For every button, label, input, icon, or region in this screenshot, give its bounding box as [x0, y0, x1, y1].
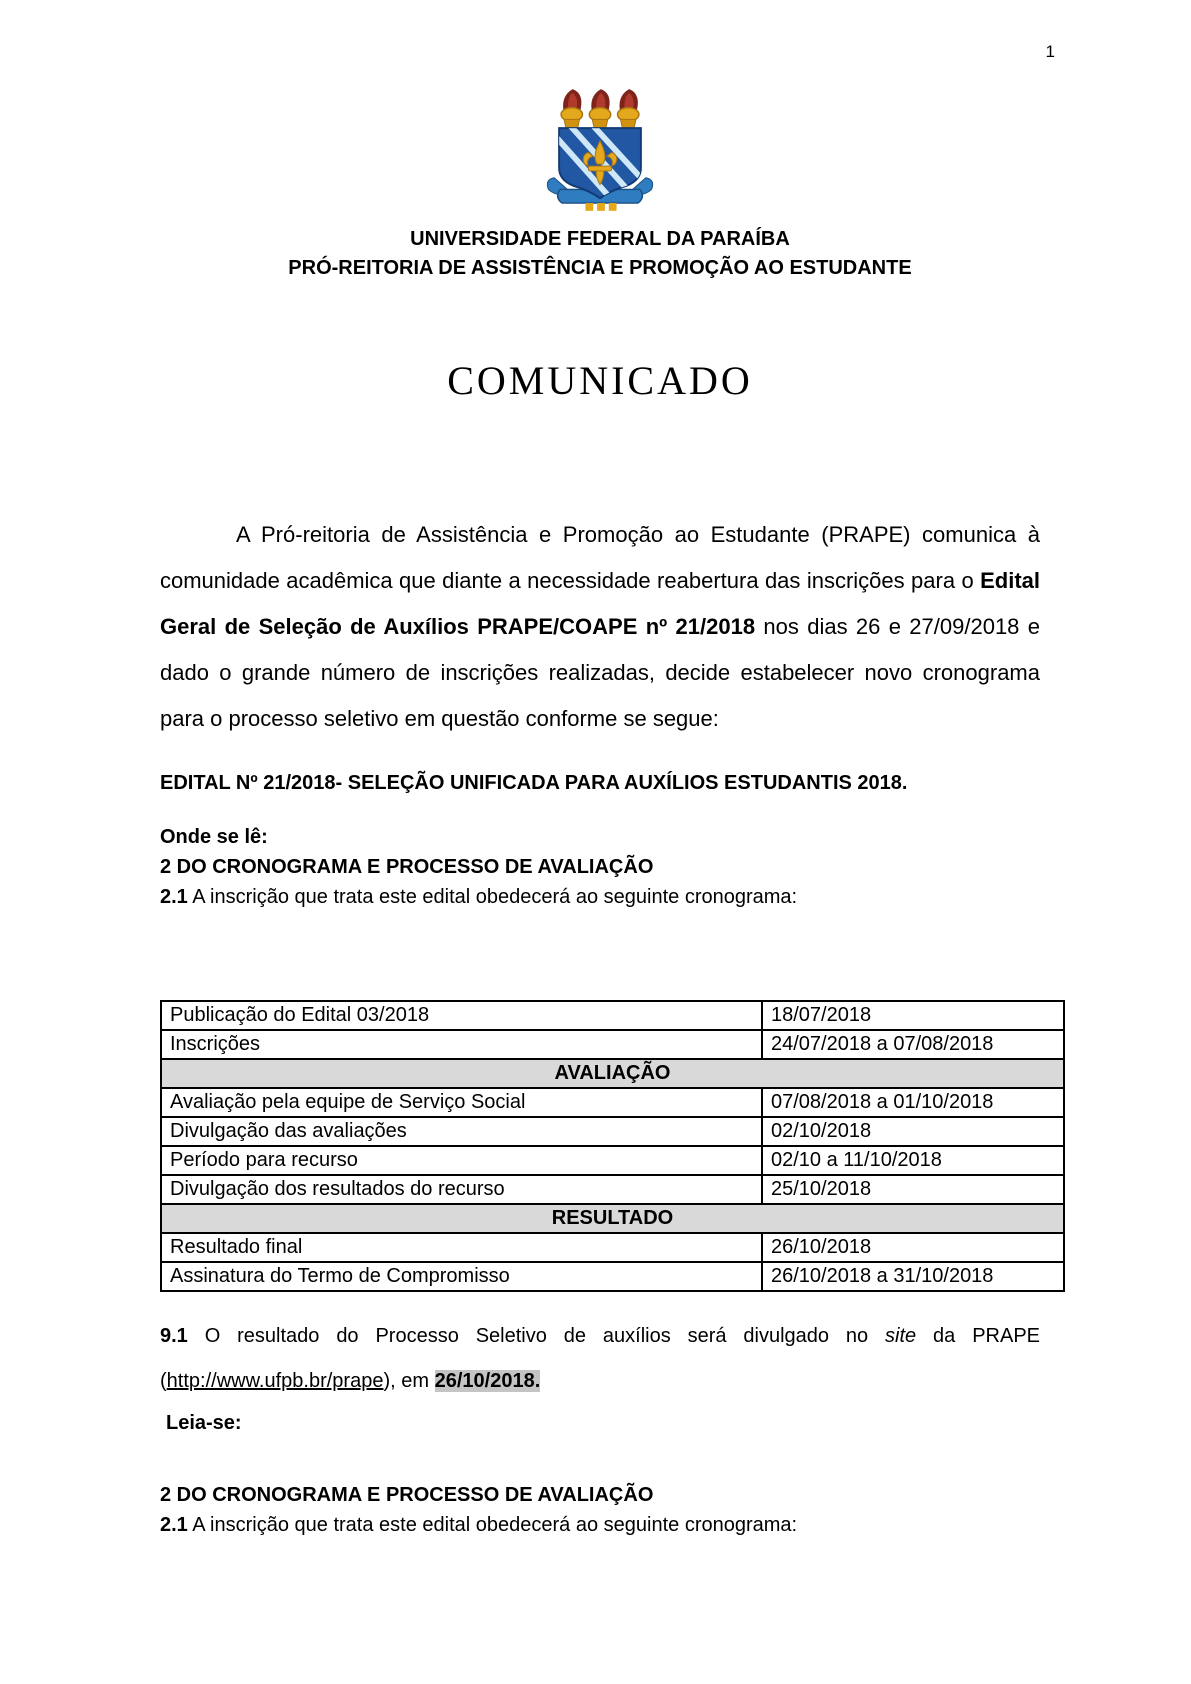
section-item-2 [160, 1510, 1040, 1540]
table-row [161, 1262, 1064, 1291]
table-row [161, 1088, 1064, 1117]
table-row [161, 1146, 1064, 1175]
document-title: COMUNICADO [447, 358, 753, 403]
table-section-row [161, 1059, 1064, 1088]
edital-heading: EDITAL Nº 21/2018- SELEÇÃO UNIFICADA PARA AUXÍLIOS ESTUDANTIS 2018. [160, 772, 908, 794]
table-section-row [161, 1204, 1064, 1233]
schedule-item-value: 24/07/2018 a 07/08/2018 [762, 1030, 1064, 1059]
schedule-item-value: 26/10/2018 [762, 1233, 1064, 1262]
schedule-item-label: Assinatura do Termo de Compromisso [161, 1262, 762, 1291]
table-row [161, 1175, 1064, 1204]
result-note-text-3: ), em [383, 1370, 435, 1392]
schedule-item-value: 26/10/2018 a 31/10/2018 [762, 1262, 1064, 1291]
schedule-table [160, 1000, 1065, 1292]
result-note-number: 9.1 [160, 1325, 188, 1347]
section-item-2-number: 2.1 [160, 1514, 188, 1536]
onde-se-le-label: Onde se lê: [160, 826, 268, 848]
schedule-item-value: 25/10/2018 [762, 1175, 1064, 1204]
result-note-text-2: da PRAPE ( [160, 1325, 1040, 1392]
section-item [160, 882, 1040, 912]
table-row [161, 1117, 1064, 1146]
university-name: UNIVERSIDADE FEDERAL DA PARAÍBA [410, 228, 790, 250]
intro-text-2: nos dias 26 e 27/09/2018 e dado o grande número de inscrições realizadas, decide estabelecer novo cronograma para o processo seletivo em questão conforme se segue: [160, 614, 1040, 731]
schedule-item-label: Divulgação das avaliações [161, 1117, 762, 1146]
intro-text-bold: Edital Geral de Seleção de Auxílios PRAPE/COAPE nº 21/2018 [160, 568, 1040, 639]
org-header [160, 225, 1040, 283]
schedule-item-label: Divulgação dos resultados do recurso [161, 1175, 762, 1204]
schedule-item-label: Avaliação pela equipe de Serviço Social [161, 1088, 762, 1117]
result-note-text-1: O resultado do Processo Seletivo de auxílios será divulgado no [187, 1325, 886, 1347]
result-note-site-word: site [885, 1325, 917, 1347]
schedule-item-value: 02/10 a 11/10/2018 [762, 1146, 1064, 1175]
section-item-2-text: A inscrição que trata este edital obedecerá ao seguinte cronograma: [187, 1514, 798, 1536]
result-date-highlight: 26/10/2018. [434, 1370, 541, 1392]
prape-url-link[interactable]: http://www.ufpb.br/prape [166, 1370, 384, 1392]
schedule-item-value: 07/08/2018 a 01/10/2018 [762, 1088, 1064, 1117]
schedule-item-label: Resultado final [161, 1233, 762, 1262]
university-crest-icon [527, 203, 673, 220]
result-note [160, 1314, 1040, 1404]
intro-text-1: A Pró-reitoria de Assistência e Promoção ao Estudante (PRAPE) comunica à comunidade acadêmica que diante a necessidade reabertura das inscrições para o [160, 522, 1040, 593]
leia-se-label: Leia-se: [166, 1412, 242, 1434]
section-item-number: 2.1 [160, 886, 188, 908]
page-number: 1 [1045, 42, 1055, 61]
table-section-label: RESULTADO [161, 1204, 1064, 1233]
section-heading: 2 DO CRONOGRAMA E PROCESSO DE AVALIAÇÃO [160, 856, 654, 878]
table-row [161, 1030, 1064, 1059]
schedule-item-label: Período para recurso [161, 1146, 762, 1175]
section-heading-2: 2 DO CRONOGRAMA E PROCESSO DE AVALIAÇÃO [160, 1484, 654, 1506]
schedule-item-value: 18/07/2018 [762, 1001, 1064, 1030]
schedule-item-value: 02/10/2018 [762, 1117, 1064, 1146]
table-row [161, 1233, 1064, 1262]
department-name: PRÓ-REITORIA DE ASSISTÊNCIA E PROMOÇÃO AO ESTUDANTE [288, 257, 912, 279]
schedule-item-label: Publicação do Edital 03/2018 [161, 1001, 762, 1030]
table-row [161, 1001, 1064, 1030]
schedule-item-label: Inscrições [161, 1030, 762, 1059]
intro-paragraph [160, 512, 1040, 742]
table-section-label: AVALIAÇÃO [161, 1059, 1064, 1088]
section-item-text: A inscrição que trata este edital obedecerá ao seguinte cronograma: [187, 886, 798, 908]
logo-container [160, 0, 1040, 221]
